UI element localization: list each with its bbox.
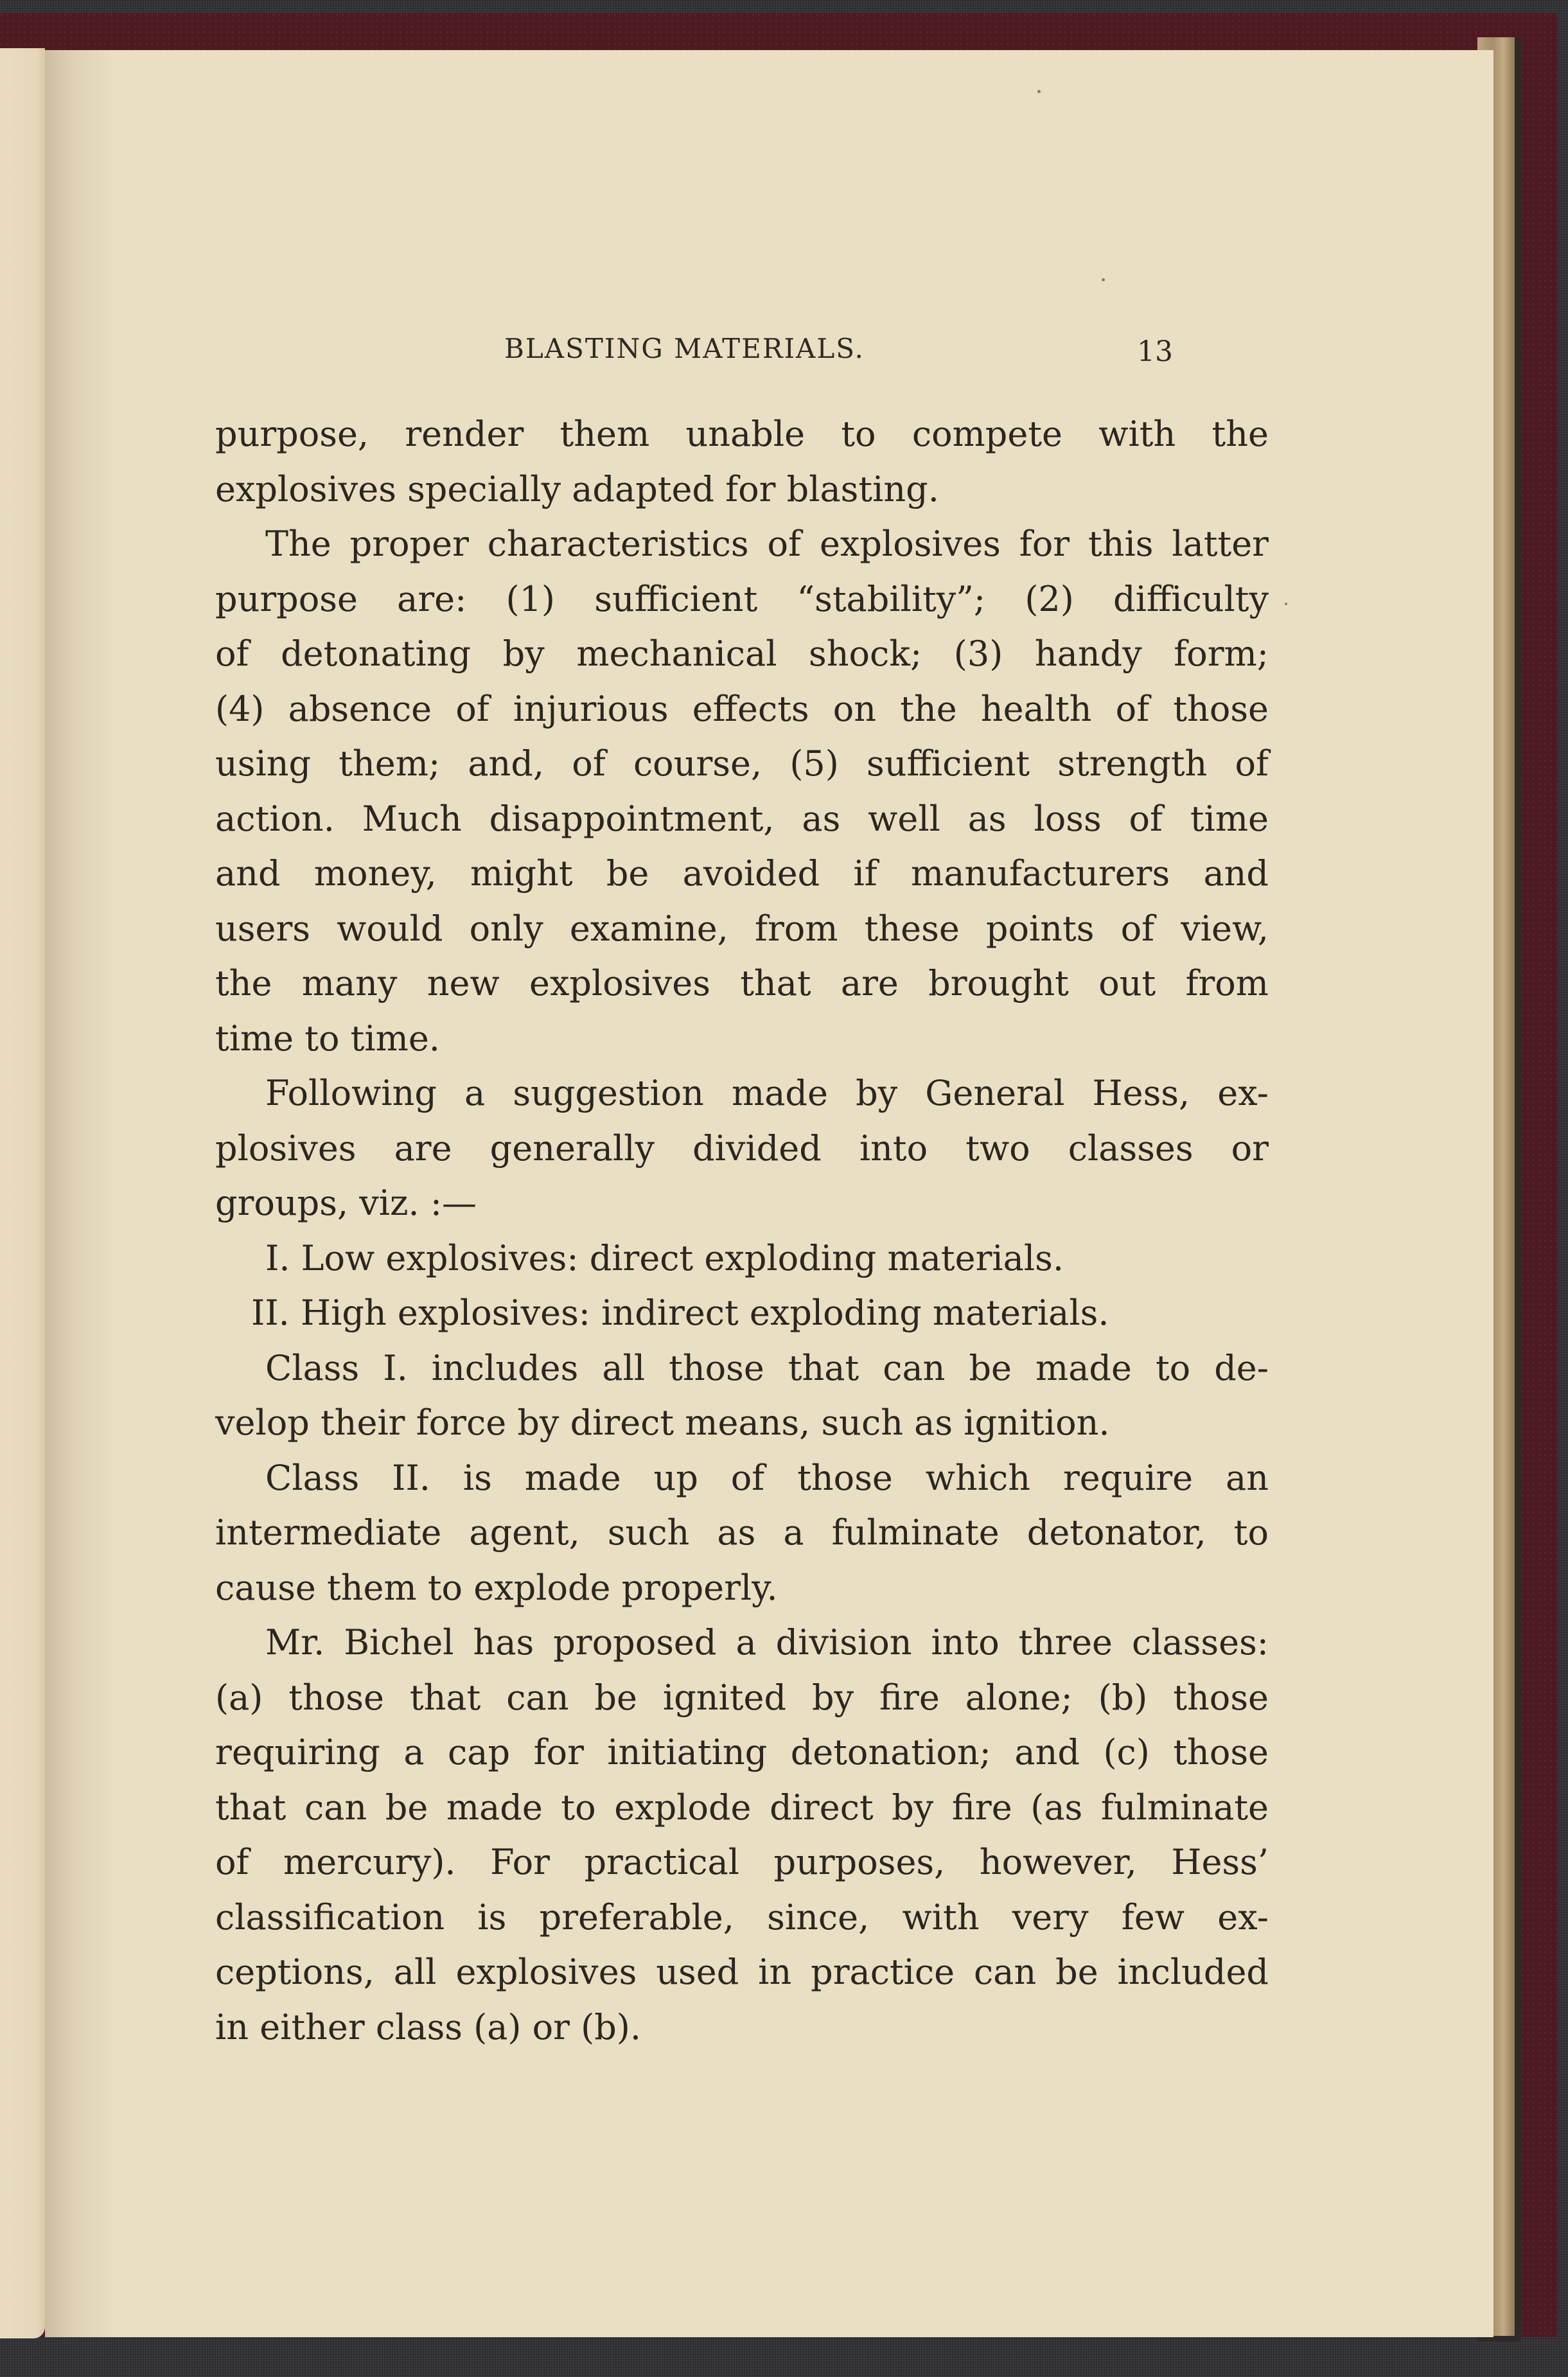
class-list-item-high: II. High explosives: indirect exploding materials. bbox=[251, 1293, 1109, 1333]
text-line: requiring a cap for initiating detonation; and (c) those bbox=[215, 1732, 1269, 1772]
paragraph-first-line: Following a suggestion made by General Hess, ex- bbox=[265, 1073, 1269, 1113]
text-line: of detonating by mechanical shock; (3) handy form; bbox=[215, 633, 1269, 674]
body-text bbox=[215, 407, 1269, 2054]
text-line: velop their force by direct means, such as ignition. bbox=[215, 1402, 1110, 1443]
text-line: and money, might be avoided if manufacturers and bbox=[215, 853, 1269, 894]
text-line: (4) absence of injurious effects on the health of those bbox=[215, 688, 1269, 729]
text-line: users would only examine, from these points of view, bbox=[215, 908, 1269, 949]
text-line: intermediate agent, such as a fulminate detonator, to bbox=[215, 1512, 1269, 1553]
text-line: that can be made to explode direct by fire (as fulminate bbox=[215, 1787, 1269, 1828]
text-line: the many new explosives that are brought out from bbox=[215, 963, 1269, 1003]
previous-page-edge bbox=[0, 48, 45, 2338]
text-line: purpose, render them unable to compete with the bbox=[215, 414, 1269, 454]
text-line: plosives are generally divided into two classes or bbox=[215, 1127, 1269, 1169]
paper-speck bbox=[1102, 278, 1105, 281]
text-line: ceptions, all explosives used in practice can be included bbox=[215, 1952, 1269, 1992]
text-line: time to time. bbox=[215, 1018, 440, 1059]
paragraph-first-line: Class I. includes all those that can be made to de- bbox=[265, 1347, 1269, 1388]
text-line: purpose are: (1) sufficient “stability”; (2) difficulty bbox=[215, 578, 1269, 619]
paper-speck bbox=[1037, 90, 1041, 93]
paper-speck bbox=[1285, 603, 1287, 605]
paragraph-first-line: Mr. Bichel has proposed a division into three classes: bbox=[265, 1622, 1269, 1663]
text-line: of mercury). For practical purposes, however, Hess’ bbox=[215, 1842, 1269, 1882]
book-page bbox=[45, 50, 1493, 2337]
text-line: groups, viz. :— bbox=[215, 1183, 477, 1223]
class-list-item-low: I. Low explosives: direct exploding materials. bbox=[265, 1237, 1064, 1278]
running-head-title: BLASTING MATERIALS. bbox=[504, 333, 865, 364]
page-number: 13 bbox=[1137, 335, 1173, 368]
text-line: explosives specially adapted for blasting. bbox=[215, 468, 939, 509]
running-head bbox=[45, 333, 1493, 371]
paragraph-first-line: The proper characteristics of explosives for this latter bbox=[265, 524, 1269, 564]
text-line: using them; and, of course, (5) sufficient strength of bbox=[215, 743, 1269, 784]
text-line: cause them to explode properly. bbox=[215, 1567, 778, 1608]
paragraph-first-line: Class II. is made up of those which require an bbox=[265, 1457, 1269, 1498]
text-line: in either class (a) or (b). bbox=[215, 2006, 642, 2047]
text-line: action. Much disappointment, as well as loss of time bbox=[215, 798, 1269, 839]
text-line: (a) those that can be ignited by fire alone; (b) those bbox=[215, 1677, 1269, 1718]
text-line: classification is preferable, since, with very few ex- bbox=[215, 1896, 1269, 1938]
